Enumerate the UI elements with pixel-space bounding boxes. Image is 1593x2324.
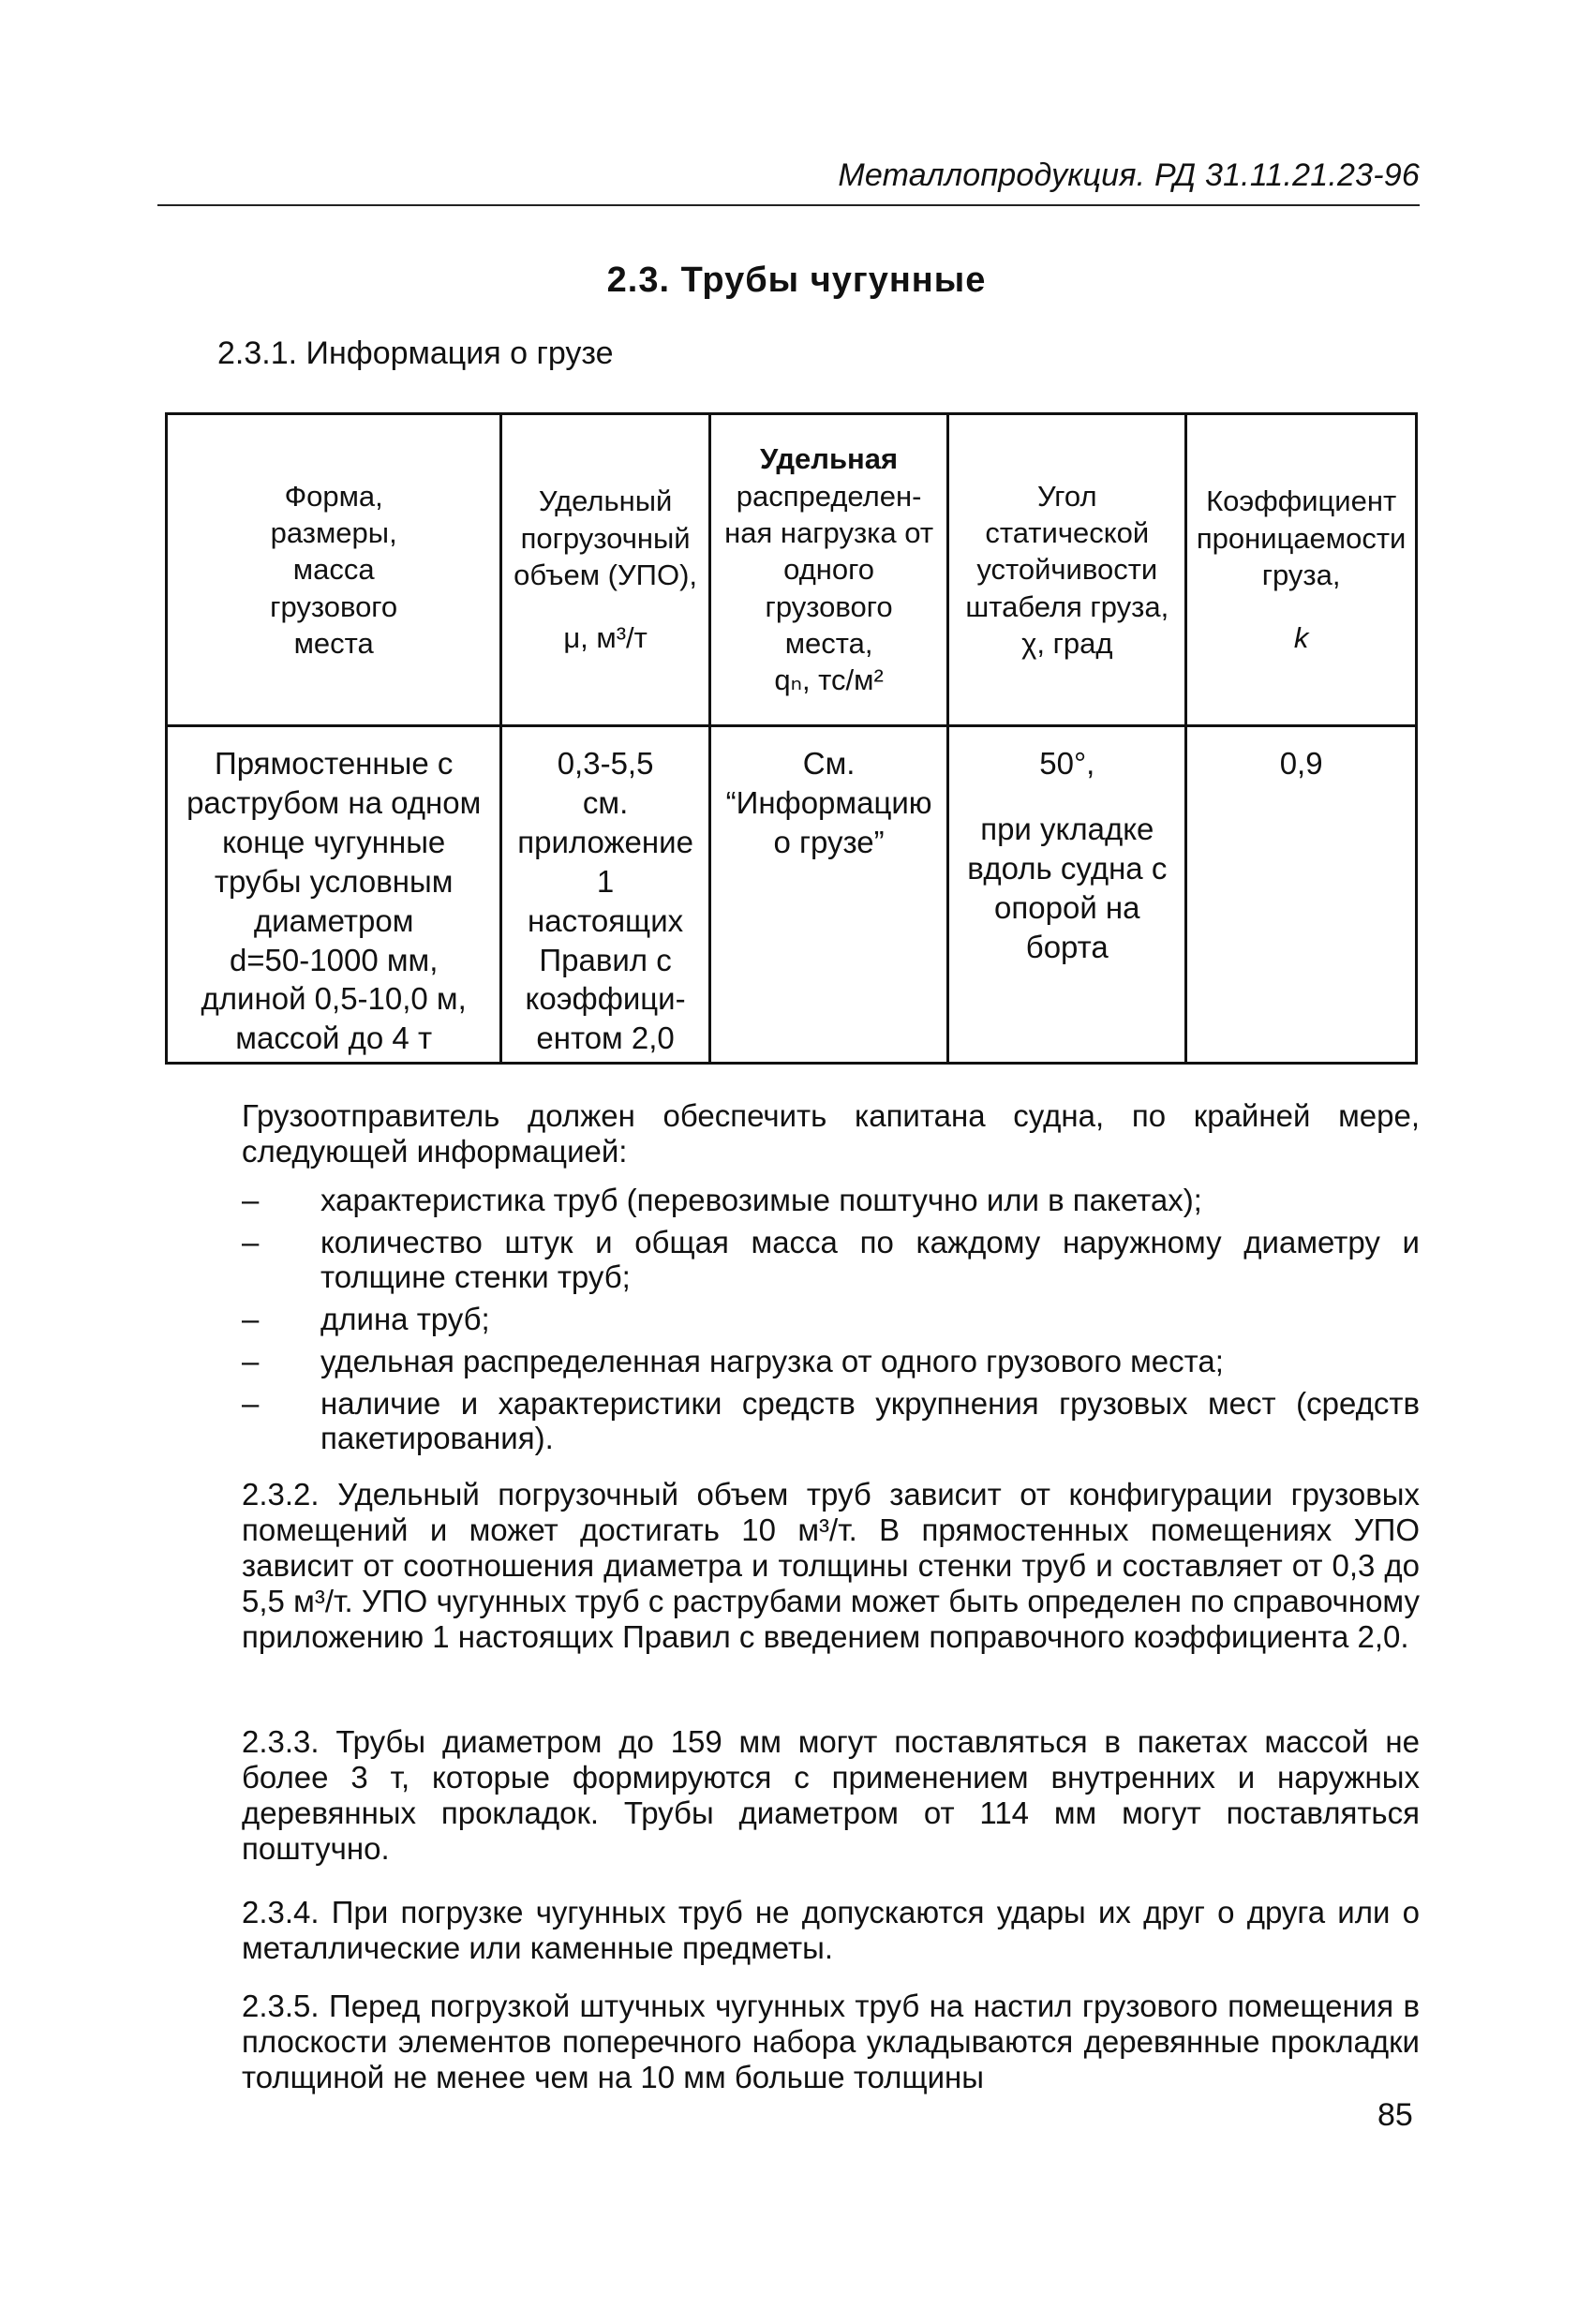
cell-line: опорой на (994, 889, 1140, 925)
header-line: объем (УПО), (514, 559, 698, 591)
cell-line: 50°, (1039, 746, 1095, 781)
header-cell-permeability (1186, 414, 1417, 726)
header-line: места (293, 627, 374, 661)
cell-line: трубы условным (214, 863, 454, 899)
list-item-text: количество штук и общая масса по каждому наружному диаметру и толщине стенки труб; (320, 1225, 1420, 1294)
dash-marker: – (242, 1183, 260, 1217)
header-line: ная нагрузка от (724, 515, 934, 549)
header-line: грузового (765, 589, 893, 623)
cell-form (167, 726, 501, 1064)
paragraph-text: 2.3.2. Удельный погрузочный объем труб зависит от конфигурации грузовых помещений и может достигать 10 м³/т. В прямостенных помещениях УПО зависит от соотношения диаметра и толщины стенки труб и составляет от 0,3 до 5,5 м³/т. УПО чугунных труб с раструбами может быть определен по справочному приложению 1 настоящих Правил с введением поправочного коэффициента 2,0. (242, 1477, 1420, 1654)
section-title: 2.3. Трубы чугунные (606, 261, 987, 300)
paragraph-2-3-2 (167, 1477, 1420, 1655)
cell-specific-volume (501, 726, 709, 1064)
paragraph-text: 2.3.4. При погрузке чугунных труб не допускаются удары их друг о друга или о металлические или каменные предметы. (242, 1895, 1420, 1965)
cell-line: раструбом на одном (186, 784, 482, 820)
cell-permeability (1186, 726, 1417, 1064)
header-line: устойчивости (976, 553, 1158, 587)
header-line: Удельная (760, 442, 899, 476)
dash-marker: – (242, 1344, 260, 1378)
paragraph-text: 2.3.3. Трубы диаметром до 159 мм могут поставляться в пакетах массой не более 3 т, которые формируются с применением внутренних и наружных деревянных прокладок. Трубы диаметром от 114 мм могут поставляться поштучно. (242, 1724, 1420, 1866)
list-item-text: удельная распределенная нагрузка от одного грузового места; (320, 1344, 1224, 1378)
cell-load (709, 726, 948, 1064)
cell-line: о грузе” (773, 824, 885, 859)
cell-line: коэффици- (525, 981, 686, 1017)
header-line: груза, (1261, 559, 1341, 591)
cell-line: Прямостенные с (214, 746, 454, 781)
paragraph-2-3-3 (167, 1724, 1420, 1867)
header-line: Удельный (538, 484, 673, 518)
header-line: проницаемости (1196, 521, 1407, 555)
list-item (167, 1302, 1420, 1336)
paragraph-2-3-4 (167, 1895, 1420, 1966)
header-line: Форма, (284, 479, 383, 513)
dash-marker: – (242, 1225, 260, 1259)
subsection-title: 2.3.1. Информация о грузе (217, 335, 614, 371)
header-line: грузового (270, 589, 398, 623)
running-header: Металлопродукция. РД 31.11.21.23-96 (838, 157, 1420, 193)
cell-line: диаметром (253, 902, 414, 938)
requirements-list (167, 1183, 1420, 1463)
header-line: масса (292, 553, 375, 587)
list-item-text: наличие и характеристики средств укрупнения грузовых мест (средств пакетирования). (320, 1386, 1420, 1455)
header-line: места, (784, 627, 873, 661)
header-line: размеры, (270, 515, 397, 549)
header-cell-specific-volume (501, 414, 709, 726)
cell-angle (948, 726, 1186, 1064)
cell-line: см. (582, 784, 629, 820)
cell-line: См. (802, 746, 856, 781)
list-item (167, 1386, 1420, 1455)
header-unit: χ, град (1021, 627, 1113, 661)
header-cell-load (709, 414, 948, 726)
table-header-row (167, 414, 1417, 726)
header-unit: μ, м³/т (563, 621, 648, 655)
cell-line: “Информацию (725, 784, 932, 820)
list-item (167, 1183, 1420, 1217)
cell-line: настоящих (528, 902, 684, 938)
cargo-info-table (165, 412, 1418, 1065)
cell-line: 0,9 (1279, 746, 1323, 781)
cell-line: 0,3-5,5 (557, 746, 654, 781)
header-unit: k (1293, 621, 1309, 655)
list-item (167, 1225, 1420, 1294)
cell-line: вдоль судна с (967, 850, 1168, 886)
cell-line: длиной 0,5-10,0 м, (201, 981, 467, 1017)
cell-line: приложение 1 (517, 824, 693, 899)
cell-line: конце чугунные (222, 824, 446, 859)
intro-paragraph (167, 1098, 1420, 1169)
header-rule (157, 204, 1420, 206)
list-item (167, 1344, 1420, 1378)
header-line: статической (985, 515, 1150, 549)
dash-marker: – (242, 1386, 260, 1421)
header-line: распределен- (736, 479, 922, 513)
cell-line: d=50-1000 мм, (229, 942, 439, 977)
list-item-text: характеристика труб (перевозимые поштучно или в пакетах); (320, 1183, 1202, 1217)
cell-line: при укладке (980, 811, 1154, 846)
header-line: погрузочный (520, 521, 691, 555)
page-number: 85 (1377, 2097, 1413, 2133)
paragraph-2-3-5 (167, 1989, 1420, 2095)
paragraph-text: 2.3.5. Перед погрузкой штучных чугунных труб на настил грузового помещения в плоскости элементов поперечного набора укладываются деревянные прокладки толщиной не менее чем на 10 мм больше толщины (242, 1989, 1420, 2094)
cell-line: Правил с (539, 942, 672, 977)
header-line: одного (783, 553, 875, 587)
cell-spacer (952, 783, 1182, 810)
header-line: Коэффициент (1206, 484, 1397, 518)
intro-text: Грузоотправитель должен обеспечить капитана судна, по крайней мере, следующей информацией: (242, 1098, 1420, 1169)
header-line: штабеля груза, (965, 589, 1169, 623)
cell-line: борта (1025, 929, 1109, 964)
header-unit: qₙ, тс/м² (774, 663, 884, 697)
header-cell-form (167, 414, 501, 726)
cell-line: ентом 2,0 (536, 1020, 675, 1056)
header-line: Угол (1037, 479, 1097, 513)
table-row (167, 726, 1417, 1064)
list-item-text: длина труб; (320, 1302, 490, 1336)
dash-marker: – (242, 1302, 260, 1336)
header-cell-angle (948, 414, 1186, 726)
cell-line: массой до 4 т (235, 1020, 433, 1056)
